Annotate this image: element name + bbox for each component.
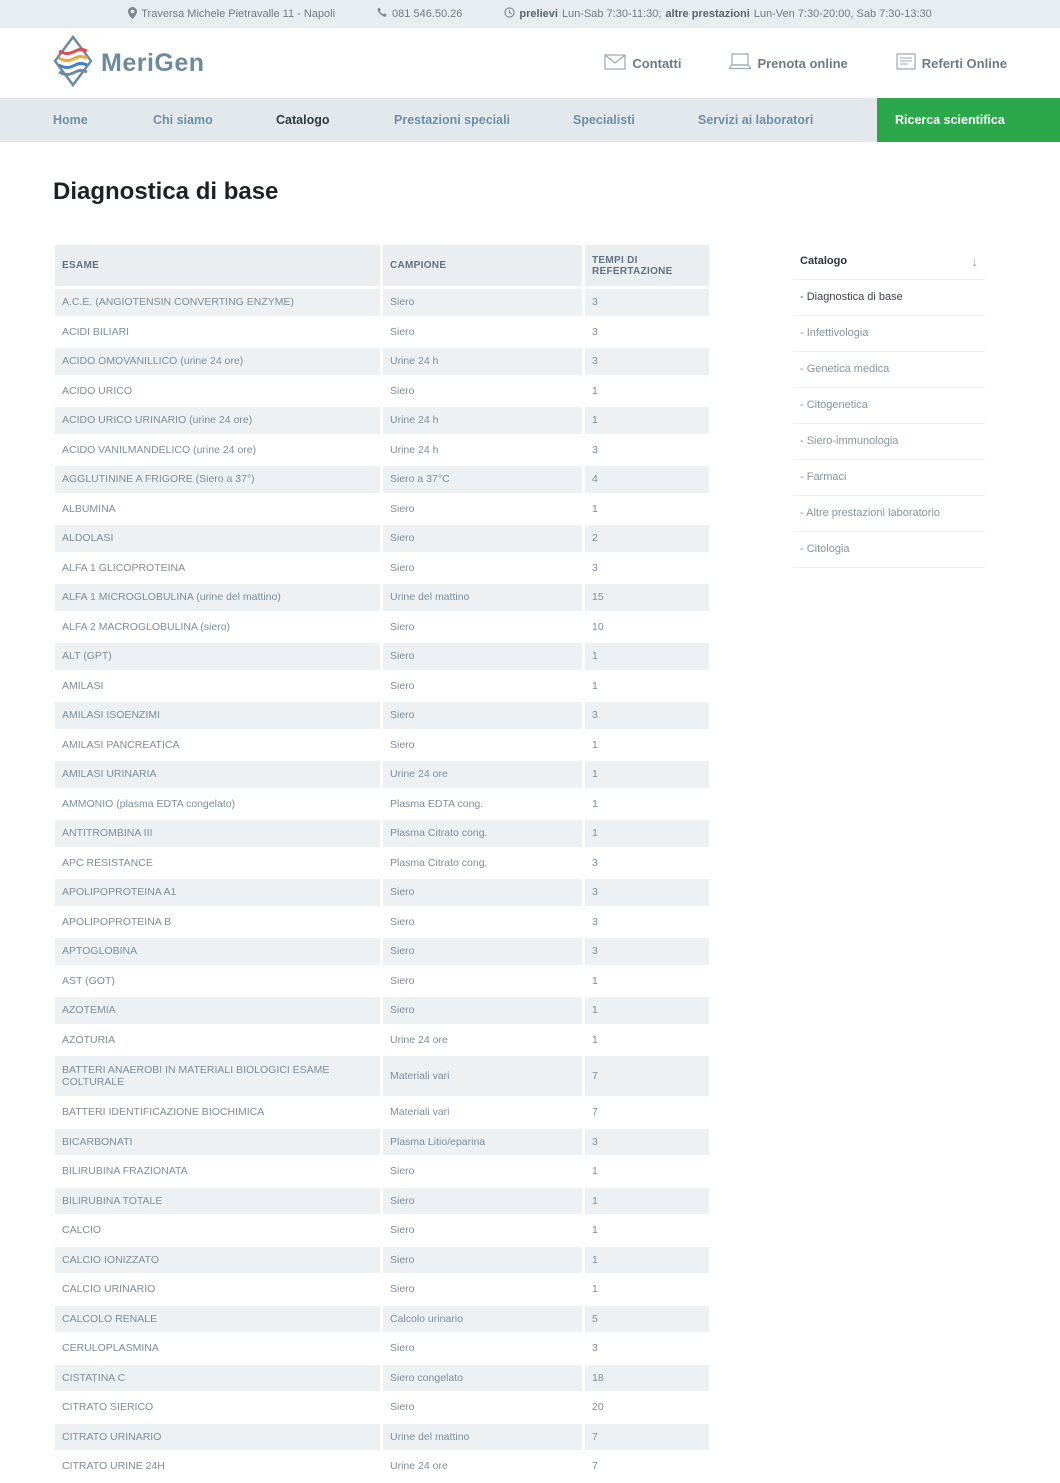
cell-tempi: 3 <box>582 319 709 346</box>
cell-esame: ALFA 2 MACROGLOBULINA (siero) <box>62 620 231 633</box>
laptop-icon <box>729 53 751 73</box>
table-row <box>55 1129 709 1156</box>
cell-esame: APTOGLOBINA <box>55 938 380 965</box>
cell-tempi: 2 <box>582 525 709 552</box>
cell-tempi: 4 <box>582 466 709 493</box>
cell-campione: Urine del mattino <box>380 584 582 611</box>
table-row <box>55 1453 709 1480</box>
cell-campione: Siero <box>380 525 582 552</box>
table-row <box>55 348 709 375</box>
dna-logo-icon <box>53 35 93 92</box>
address-text: Traversa Michele Pietravalle 11 - Napoli <box>141 8 336 20</box>
site-header <box>0 28 1060 98</box>
nav-catalogo[interactable]: Catalogo <box>276 113 330 127</box>
document-icon <box>896 53 916 73</box>
cell-esame: CALCIO <box>62 1224 102 1237</box>
table-row <box>55 761 709 788</box>
cell-tempi: 3 <box>582 702 709 729</box>
phone-text[interactable]: 081 546.50.26 <box>392 8 463 20</box>
table-row <box>55 909 709 936</box>
cell-campione: Plasma EDTA cong. <box>380 791 582 818</box>
sidebar-item[interactable]: - Genetica medica <box>793 352 985 388</box>
table-row <box>55 850 709 877</box>
cell-esame: ALFA 1 MICROGLOBULINA (urine del mattino) <box>55 584 380 611</box>
envelope-icon <box>604 54 626 73</box>
cell-campione: Siero <box>380 1188 582 1215</box>
brand-logo[interactable] <box>53 35 205 92</box>
cell-esame: ALT (GPT) <box>55 643 380 670</box>
cell-campione: Materiali vari <box>380 1056 582 1096</box>
arrow-down-icon[interactable]: ↓ <box>971 253 978 269</box>
nav-chi-siamo[interactable]: Chi siamo <box>153 113 213 127</box>
sidebar-list <box>793 280 985 568</box>
cell-esame: CERULOPLASMINA <box>62 1342 159 1355</box>
table-row <box>55 1217 709 1244</box>
cell-tempi: 1 <box>582 791 709 818</box>
table-row <box>55 1424 709 1451</box>
table-row <box>55 496 709 523</box>
table-row <box>55 1335 709 1362</box>
cell-esame: CALCOLO RENALE <box>55 1306 380 1333</box>
sidebar-item[interactable]: - Altre prestazioni laboratorio <box>793 496 985 532</box>
reports-online-label: Referti Online <box>921 55 1007 71</box>
table-row <box>55 1027 709 1054</box>
table-row <box>55 938 709 965</box>
exams-table <box>55 242 709 1483</box>
cell-esame: BATTERI IDENTIFICAZIONE BIOCHIMICA <box>62 1106 265 1119</box>
cell-esame: BILIRUBINA FRAZIONATA <box>62 1165 188 1178</box>
cell-campione: Siero <box>380 938 582 965</box>
cell-esame: ACIDO OMOVANILLICO (urine 24 ore) <box>55 348 380 375</box>
cell-campione: Siero <box>380 968 582 995</box>
cell-campione: Siero congelato <box>380 1365 582 1392</box>
cell-tempi: 1 <box>582 1217 709 1244</box>
cell-tempi: 1 <box>582 1188 709 1215</box>
column-header-tempi: TEMPI DI REFERTAZIONE <box>582 245 709 286</box>
cell-esame: ACIDO VANILMANDELICO (urine 24 ore) <box>62 443 257 456</box>
cell-campione: Siero <box>380 289 582 316</box>
cell-esame: ALBUMINA <box>62 502 116 515</box>
table-row <box>55 879 709 906</box>
sidebar-title: Catalogo <box>800 255 848 267</box>
cell-campione: Siero <box>380 496 582 523</box>
cell-campione: Urine 24 ore <box>380 1027 582 1054</box>
table-row <box>55 997 709 1024</box>
cell-campione: Siero <box>380 1217 582 1244</box>
cell-esame: ALDOLASI <box>55 525 380 552</box>
cell-esame: APC RESISTANCE <box>62 856 153 869</box>
nav-ricerca-scientifica-button[interactable]: Ricerca scientifica <box>877 98 1060 142</box>
cell-campione: Siero <box>380 555 582 582</box>
cell-tempi: 1 <box>582 673 709 700</box>
hours-text-prelievi: Lun-Sab 7:30-11:30; <box>561 8 662 20</box>
cell-esame: ANTITROMBINA III <box>55 820 380 847</box>
catalog-sidebar <box>793 243 985 568</box>
cell-campione: Plasma Citrato cong. <box>380 820 582 847</box>
cell-esame: AMILASI URINARIA <box>55 761 380 788</box>
cell-campione: Siero <box>380 997 582 1024</box>
cell-campione: Siero <box>380 1394 582 1421</box>
table-row <box>55 437 709 464</box>
header-links <box>604 53 1007 73</box>
cell-campione: Urine 24 h <box>380 348 582 375</box>
phone-info[interactable] <box>377 7 462 21</box>
nav-prestazioni-speciali[interactable]: Prestazioni speciali <box>394 113 511 127</box>
table-row <box>55 1247 709 1274</box>
table-row <box>55 555 709 582</box>
cell-esame: ACIDO URICO URINARIO (urine 24 ore) <box>55 407 380 434</box>
cell-tempi: 1 <box>582 968 709 995</box>
cell-esame: BICARBONATI <box>55 1129 380 1156</box>
cell-tempi: 3 <box>582 437 709 464</box>
cell-campione: Siero <box>380 1276 582 1303</box>
sidebar-item[interactable]: - Diagnostica di base <box>793 280 985 316</box>
cell-campione: Siero <box>380 643 582 670</box>
table-header-row <box>55 245 709 286</box>
table-row <box>55 791 709 818</box>
cell-esame: CALCIO IONIZZATO <box>55 1247 380 1274</box>
table-row <box>55 1276 709 1303</box>
cell-campione: Siero <box>380 702 582 729</box>
cell-tempi: 1 <box>582 1276 709 1303</box>
hours-label-altre: altre prestazioni <box>665 8 750 20</box>
table-row <box>55 1099 709 1126</box>
cell-esame: CITRATO SIERICO <box>62 1401 154 1414</box>
nav-specialisti[interactable]: Specialisti <box>573 113 635 127</box>
table-row <box>55 1394 709 1421</box>
cell-esame: CALCIO URINARIO <box>62 1283 156 1296</box>
cell-esame: ACIDO URICO <box>62 384 133 397</box>
cell-tempi: 3 <box>582 348 709 375</box>
sidebar-header[interactable] <box>793 243 985 280</box>
column-header-campione: CAMPIONE <box>380 245 582 286</box>
cell-campione: Calcolo urinario <box>380 1306 582 1333</box>
cell-esame: AZOTURIA <box>62 1033 116 1046</box>
nav-home[interactable]: Home <box>53 113 88 127</box>
cell-tempi: 3 <box>582 879 709 906</box>
cell-tempi: 3 <box>582 909 709 936</box>
reports-online-link[interactable] <box>896 53 1007 73</box>
table-body <box>55 289 709 1480</box>
cell-campione: Siero <box>380 879 582 906</box>
cell-campione: Siero <box>380 1158 582 1185</box>
nav-servizi-laboratori[interactable]: Servizi ai laboratori <box>698 113 814 127</box>
cell-campione: Siero <box>380 319 582 346</box>
cell-campione: Plasma Citrato cong. <box>380 850 582 877</box>
cell-campione: Siero <box>380 1247 582 1274</box>
hours-text-altre: Lun-Ven 7:30-20:00, Sab 7:30-13:30 <box>753 8 932 20</box>
page-title: Diagnostica di base <box>53 178 279 205</box>
cell-esame: AMILASI PANCREATICA <box>62 738 180 751</box>
cell-esame: ACIDI BILIARI <box>62 325 130 338</box>
cell-tempi: 1 <box>582 378 709 405</box>
table-row <box>55 289 709 316</box>
table-row <box>55 732 709 759</box>
sidebar-item[interactable]: - Citogenetica <box>793 388 985 424</box>
table-row <box>55 673 709 700</box>
cell-esame: A.C.E. (ANGIOTENSIN CONVERTING ENZYME) <box>55 289 380 316</box>
cell-campione: Urine 24 ore <box>380 1453 582 1480</box>
table-row <box>55 466 709 493</box>
cell-campione: Urine 24 ore <box>380 761 582 788</box>
cell-tempi: 20 <box>582 1394 709 1421</box>
cell-tempi: 1 <box>582 761 709 788</box>
cell-campione: Urine del mattino <box>380 1424 582 1451</box>
table-row <box>55 407 709 434</box>
cell-esame: CITRATO URINARIO <box>55 1424 380 1451</box>
table-row <box>55 1158 709 1185</box>
phone-icon <box>377 7 388 21</box>
cell-campione: Urine 24 h <box>380 437 582 464</box>
cell-tempi: 3 <box>582 850 709 877</box>
clock-icon <box>504 7 515 21</box>
sidebar-item[interactable]: - Infettivologia <box>793 316 985 352</box>
cell-tempi: 7 <box>582 1453 709 1480</box>
table-row <box>55 968 709 995</box>
cell-campione: Siero <box>380 909 582 936</box>
cell-tempi: 3 <box>582 1129 709 1156</box>
cell-esame: ALFA 1 GLICOPROTEINA <box>62 561 186 574</box>
cell-tempi: 1 <box>582 496 709 523</box>
brand-name: MeriGen <box>101 48 205 77</box>
book-online-label: Prenota online <box>757 55 848 71</box>
cell-tempi: 1 <box>582 407 709 434</box>
cell-esame: AMILASI ISOENZIMI <box>55 702 380 729</box>
cell-tempi: 1 <box>582 820 709 847</box>
cell-campione: Plasma Litio/eparina <box>380 1129 582 1156</box>
cell-campione: Urine 24 h <box>380 407 582 434</box>
column-header-esame: ESAME <box>55 245 380 286</box>
cell-tempi: 10 <box>582 614 709 641</box>
cell-esame: APOLIPOPROTEINA A1 <box>55 879 380 906</box>
cell-campione: Siero a 37°C <box>380 466 582 493</box>
cell-campione: Siero <box>380 1335 582 1362</box>
sidebar-item[interactable]: - Farmaci <box>793 460 985 496</box>
address-info <box>128 7 335 22</box>
cell-campione: Siero <box>380 732 582 759</box>
cell-esame: BILIRUBINA TOTALE <box>55 1188 380 1215</box>
sidebar-item[interactable]: - Siero-immunologia <box>793 424 985 460</box>
cell-tempi: 7 <box>582 1424 709 1451</box>
cell-esame: AZOTEMIA <box>55 997 380 1024</box>
location-pin-icon <box>128 7 137 22</box>
cell-tempi: 7 <box>582 1099 709 1126</box>
cell-tempi: 18 <box>582 1365 709 1392</box>
table-row <box>55 1056 709 1096</box>
table-row <box>55 525 709 552</box>
cell-tempi: 5 <box>582 1306 709 1333</box>
contacts-link[interactable] <box>604 53 681 73</box>
exams-table-wrapper <box>55 245 709 1483</box>
table-row <box>55 1306 709 1333</box>
table-row <box>55 319 709 346</box>
cell-tempi: 3 <box>582 289 709 316</box>
table-row <box>55 1365 709 1392</box>
cell-esame: AMILASI <box>62 679 104 692</box>
cell-campione: Siero <box>380 673 582 700</box>
hours-info <box>504 7 931 21</box>
cell-campione: Siero <box>380 614 582 641</box>
cell-esame: AMMONIO (plasma EDTA congelato) <box>62 797 236 810</box>
cell-tempi: 1 <box>582 997 709 1024</box>
table-row <box>55 643 709 670</box>
cell-tempi: 1 <box>582 1158 709 1185</box>
cell-tempi: 3 <box>582 555 709 582</box>
table-row <box>55 584 709 611</box>
table-row <box>55 1188 709 1215</box>
cell-campione: Materiali vari <box>380 1099 582 1126</box>
hours-label-prelievi: prelievi <box>519 8 558 20</box>
cell-tempi: 15 <box>582 584 709 611</box>
cell-tempi: 1 <box>582 1027 709 1054</box>
cell-esame: CISTATINA C <box>55 1365 380 1392</box>
contacts-label: Contatti <box>632 55 682 71</box>
table-row <box>55 820 709 847</box>
cell-tempi: 1 <box>582 643 709 670</box>
cell-tempi: 3 <box>582 1335 709 1362</box>
cell-tempi: 3 <box>582 938 709 965</box>
main-nav <box>0 98 1060 142</box>
cell-campione: Siero <box>380 378 582 405</box>
table-row <box>55 378 709 405</box>
sidebar-item[interactable]: - Citologia <box>793 532 985 568</box>
cell-tempi: 1 <box>582 1247 709 1274</box>
cell-esame: AGGLUTININE A FRIGORE (Siero a 37°) <box>55 466 380 493</box>
top-info-bar <box>0 0 1060 28</box>
book-online-link[interactable] <box>729 53 847 73</box>
cell-esame: BATTERI ANAEROBI IN MATERIALI BIOLOGICI ESAME COLTURALE <box>55 1056 380 1096</box>
cell-tempi: 7 <box>582 1056 709 1096</box>
cell-tempi: 1 <box>582 732 709 759</box>
cell-esame: APOLIPOPROTEINA B <box>62 915 172 928</box>
table-row <box>55 614 709 641</box>
cell-esame: AST (GOT) <box>62 974 115 987</box>
cell-esame: CITRATO URINE 24H <box>62 1460 165 1473</box>
table-row <box>55 702 709 729</box>
